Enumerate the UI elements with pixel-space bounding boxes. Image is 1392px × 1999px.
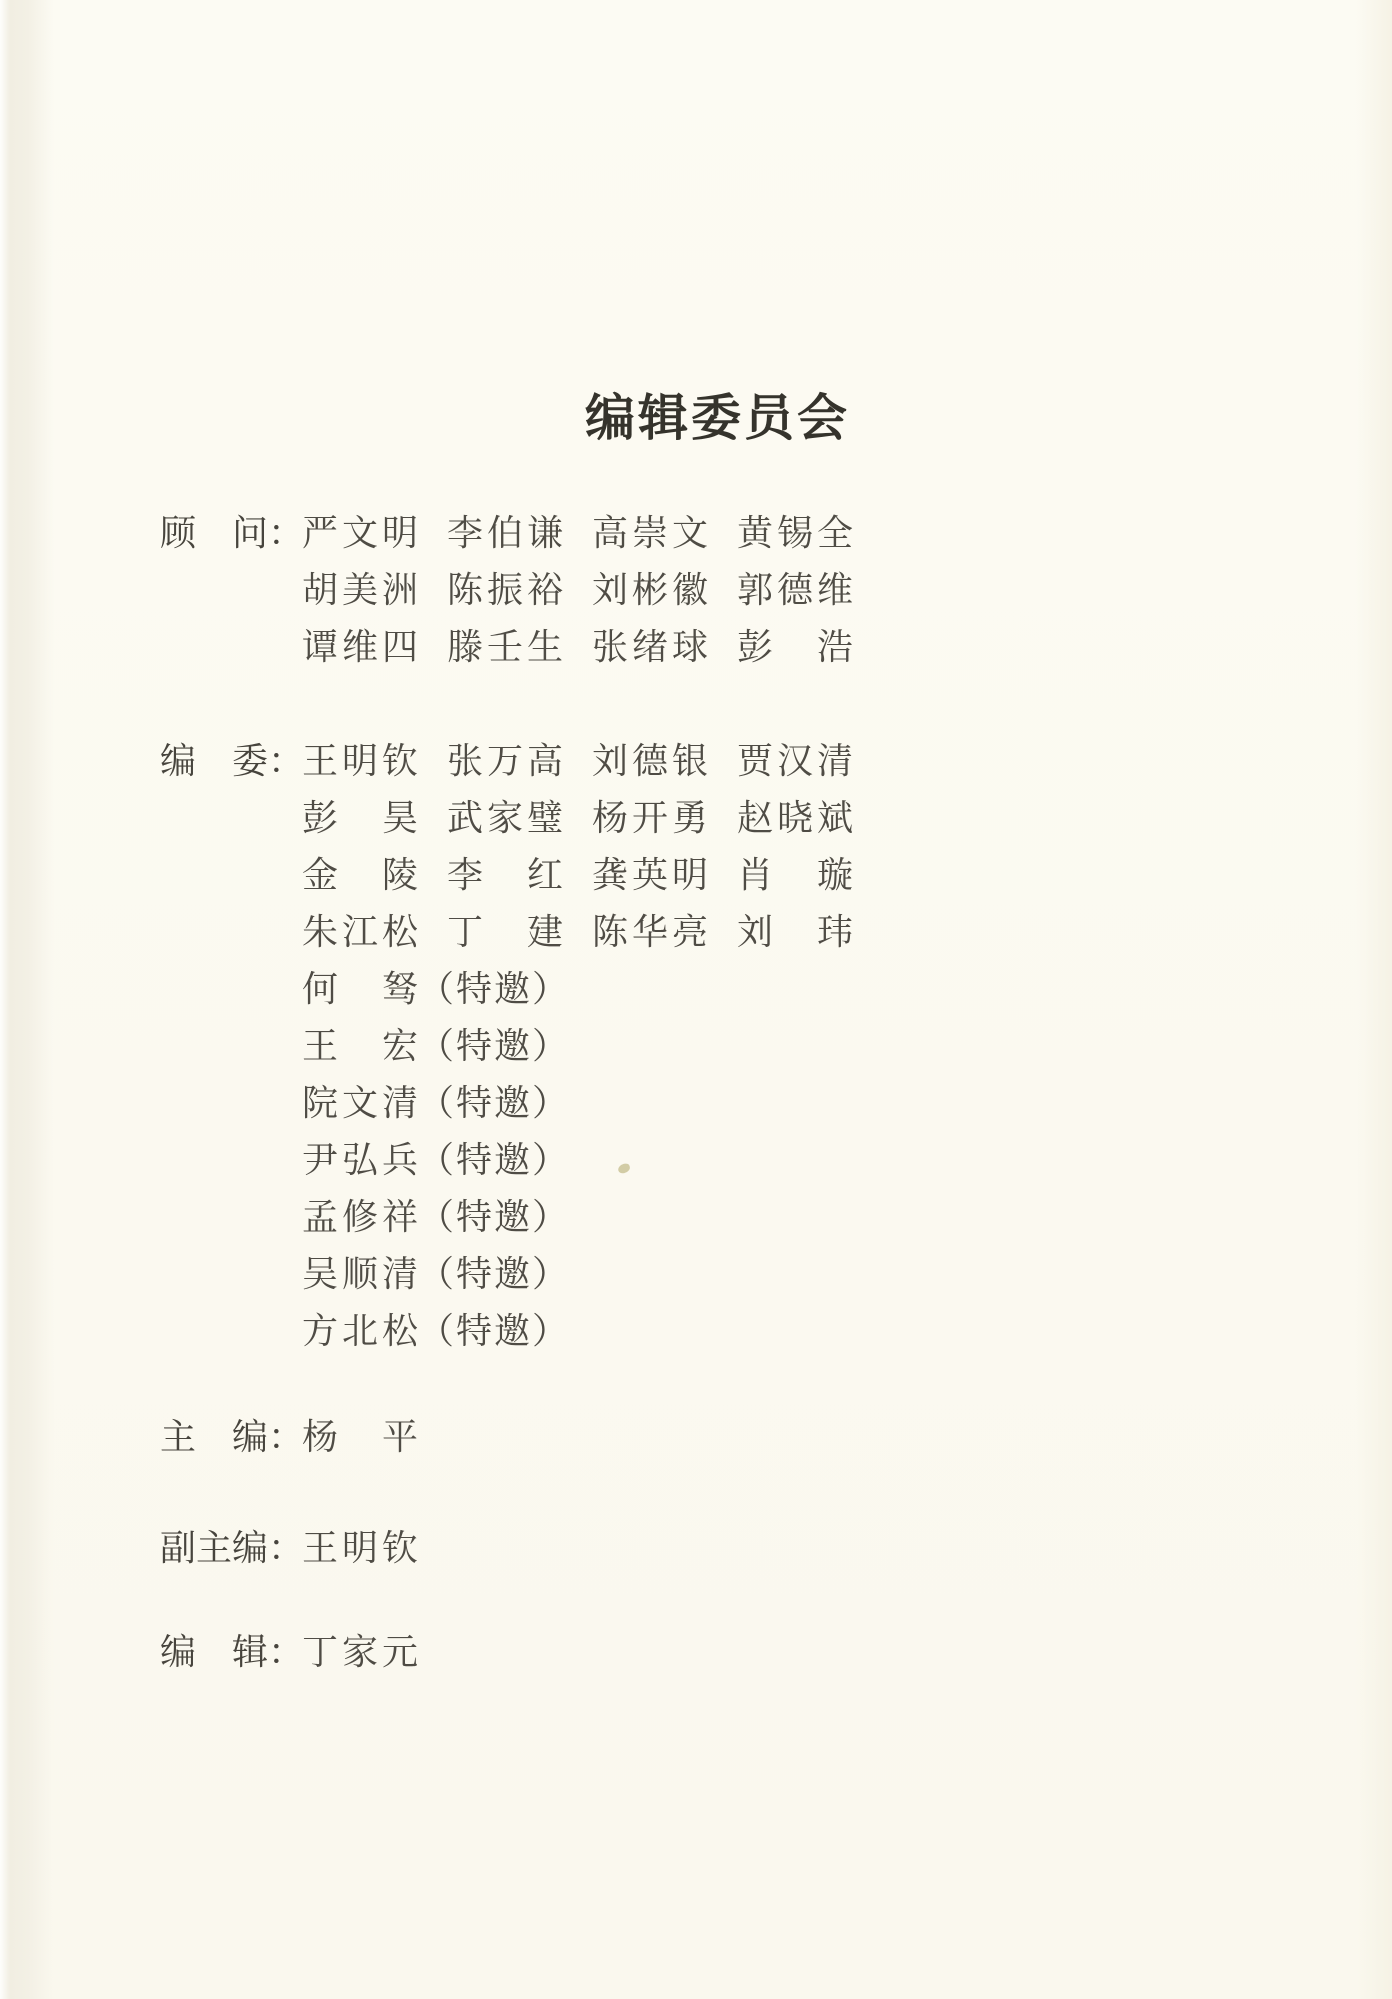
- board-member-name: 刘德银: [592, 741, 713, 782]
- board-invited-row-2: [160, 1015, 882, 1072]
- advisor-name: 胡美洲: [302, 570, 423, 611]
- advisors-section: [160, 502, 882, 673]
- advisor-name: 刘彬徽: [592, 570, 713, 611]
- deputy-chief-editor-name: 王明钦: [302, 1528, 423, 1569]
- board-member-name: 李 红: [447, 855, 568, 896]
- advisor-name: 谭维四: [302, 627, 423, 668]
- invited-tag: （特邀）: [418, 969, 571, 1010]
- invited-member-name: 尹弘兵: [302, 1140, 423, 1181]
- invited-tag: （特邀）: [418, 1197, 571, 1238]
- advisor-name: 黄锡全: [737, 513, 858, 554]
- editor-name: 丁家元: [302, 1632, 423, 1673]
- board-invited-row-5: [160, 1186, 882, 1243]
- chief-editor-row: [160, 1406, 422, 1463]
- deputy-chief-editor-label: 副主编：: [160, 1528, 305, 1569]
- board-row-3: [160, 844, 882, 901]
- board-row-4: [160, 901, 882, 958]
- invited-tag: （特邀）: [418, 1254, 571, 1295]
- board-member-name: 朱江松: [302, 912, 423, 953]
- page-gutter-shading: [0, 0, 54, 1999]
- chief-editor-name: 杨 平: [302, 1417, 423, 1458]
- board-member-name: 彭 昊: [302, 798, 423, 839]
- board-member-name: 赵晓斌: [737, 798, 858, 839]
- board-row-1: [160, 730, 882, 787]
- board-invited-row-1: [160, 958, 882, 1015]
- invited-member-name: 院文清: [302, 1083, 423, 1124]
- editor-label: 编 辑：: [160, 1632, 305, 1673]
- advisor-name: 高崇文: [592, 513, 713, 554]
- editor-row: [160, 1621, 422, 1678]
- advisors-row-1: [160, 502, 882, 559]
- board-row-2: [160, 787, 882, 844]
- board-member-name: 金 陵: [302, 855, 423, 896]
- advisor-name: 郭德维: [737, 570, 858, 611]
- advisor-name: 李伯谦: [447, 513, 568, 554]
- page-edge-shading: [1356, 0, 1392, 1999]
- page-title: 编辑委员会: [585, 389, 850, 447]
- board-member-name: 丁 建: [447, 912, 568, 953]
- board-member-name: 张万高: [447, 741, 568, 782]
- board-invited-row-7: [160, 1300, 882, 1357]
- invited-member-name: 何 驽: [302, 969, 423, 1010]
- board-member-name: 武家璧: [447, 798, 568, 839]
- advisor-name: 陈振裕: [447, 570, 568, 611]
- invited-member-name: 孟修祥: [302, 1197, 423, 1238]
- invited-member-name: 方北松: [302, 1311, 423, 1352]
- advisors-row-2: [160, 559, 882, 616]
- deputy-chief-editor-row: [160, 1517, 422, 1574]
- deputy-chief-editor-section: [160, 1517, 422, 1574]
- invited-tag: （特邀）: [418, 1026, 571, 1067]
- chief-editor-section: [160, 1406, 422, 1463]
- board-invited-row-6: [160, 1243, 882, 1300]
- advisors-row-3: [160, 616, 882, 673]
- invited-member-name: 吴顺清: [302, 1254, 423, 1295]
- board-member-name: 贾汉清: [737, 741, 858, 782]
- board-member-name: 龚英明: [592, 855, 713, 896]
- board-invited-row-4: [160, 1129, 882, 1186]
- board-member-name: 王明钦: [302, 741, 423, 782]
- invited-tag: （特邀）: [418, 1083, 571, 1124]
- board-member-name: 陈华亮: [592, 912, 713, 953]
- editorial-board-section: [160, 730, 882, 1357]
- advisor-name: 张绪球: [592, 627, 713, 668]
- invited-tag: （特邀）: [418, 1140, 571, 1181]
- editorial-board-label: 编 委：: [160, 741, 305, 782]
- board-member-name: 肖 璇: [737, 855, 858, 896]
- board-member-name: 杨开勇: [592, 798, 713, 839]
- advisor-name: 彭 浩: [737, 627, 858, 668]
- advisors-label: 顾 问：: [160, 513, 305, 554]
- invited-member-name: 王 宏: [302, 1026, 423, 1067]
- chief-editor-label: 主 编：: [160, 1417, 305, 1458]
- advisor-name: 滕壬生: [447, 627, 568, 668]
- advisor-name: 严文明: [302, 513, 423, 554]
- invited-tag: （特邀）: [418, 1311, 571, 1352]
- board-invited-row-3: [160, 1072, 882, 1129]
- editor-section: [160, 1621, 422, 1678]
- board-member-name: 刘 玮: [737, 912, 858, 953]
